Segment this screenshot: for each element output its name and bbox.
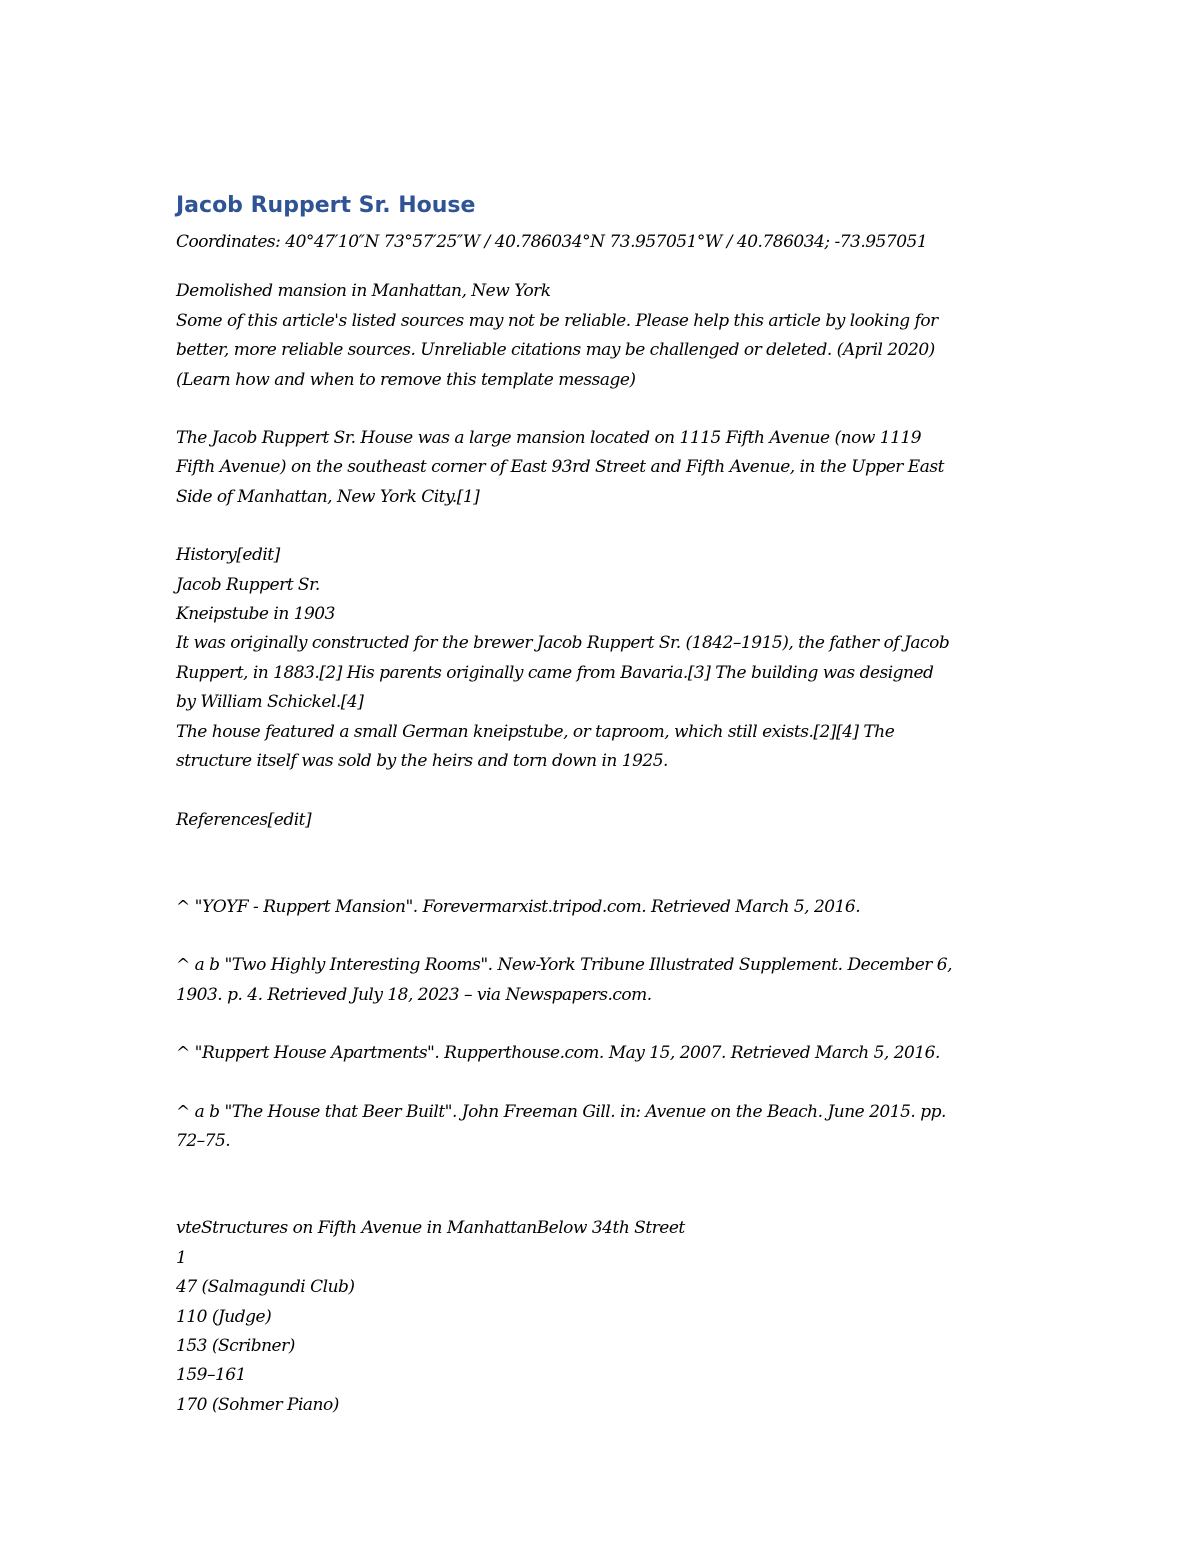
reference-2 bbox=[176, 951, 1036, 1010]
description-block bbox=[176, 277, 1036, 395]
history-para2-line-2: structure itself was sold by the heirs and torn down in 1925. bbox=[176, 751, 668, 772]
navbox-item: 110 (Judge) bbox=[176, 1306, 272, 1327]
page-title: Jacob Ruppert Sr. House bbox=[176, 193, 476, 218]
navbox-item: 1 bbox=[176, 1247, 187, 1268]
reference-3: ^ "Ruppert House Apartments". Rupperthouse.com. May 15, 2007. Retrieved March 5, 2016. bbox=[176, 1043, 940, 1064]
document-page bbox=[176, 190, 1036, 1420]
reference-4-line-1: ^ a b "The House that Beer Built". John Freeman Gill. in: Avenue on the Beach. June 2015. pp. bbox=[176, 1101, 946, 1122]
intro-line-1: The Jacob Ruppert Sr. House was a large mansion located on 1115 Fifth Avenue (now 1119 bbox=[176, 428, 922, 449]
navbox-item: 47 (Salmagundi Club) bbox=[176, 1277, 355, 1298]
notice-line-1: Some of this article's listed sources may not be reliable. Please help this article by looking for bbox=[176, 310, 938, 331]
references-heading: References[edit] bbox=[176, 809, 312, 830]
history-heading: History[edit] bbox=[176, 545, 280, 566]
image-caption-2: Kneipstube in 1903 bbox=[176, 604, 335, 625]
notice-line-3: (Learn how and when to remove this template message) bbox=[176, 369, 636, 390]
history-para2-line-1: The house featured a small German kneipstube, or taproom, which still exists.[2][4] The bbox=[176, 721, 895, 742]
history-para1-line-3: by William Schickel.[4] bbox=[176, 692, 364, 713]
reference-1: ^ "YOYF - Ruppert Mansion". Forevermarxist.tripod.com. Retrieved March 5, 2016. bbox=[176, 896, 861, 917]
intro-line-3: Side of Manhattan, New York City.[1] bbox=[176, 486, 480, 507]
short-description: Demolished mansion in Manhattan, New York bbox=[176, 281, 551, 302]
intro-paragraph bbox=[176, 424, 1036, 512]
navbox bbox=[176, 1214, 1036, 1420]
history-para1-line-2: Ruppert, in 1883.[2] His parents originally came from Bavaria.[3] The building was designed bbox=[176, 662, 934, 683]
navbox-item: 153 (Scribner) bbox=[176, 1335, 295, 1356]
history-section bbox=[176, 541, 1036, 776]
reference-4-line-2: 72–75. bbox=[176, 1130, 231, 1151]
reference-2-line-2: 1903. p. 4. Retrieved July 18, 2023 – via Newspapers.com. bbox=[176, 984, 652, 1005]
history-para1-line-1: It was originally constructed for the brewer Jacob Ruppert Sr. (1842–1915), the father of Jacob bbox=[176, 633, 950, 654]
reference-4 bbox=[176, 1098, 1036, 1157]
navbox-item: 159–161 bbox=[176, 1365, 246, 1386]
references-list bbox=[176, 893, 1036, 1156]
reference-2-line-1: ^ a b "Two Highly Interesting Rooms". New-York Tribune Illustrated Supplement. December 6, bbox=[176, 955, 953, 976]
navbox-heading: vteStructures on Fifth Avenue in ManhattanBelow 34th Street bbox=[176, 1218, 685, 1239]
navbox-item: 170 (Sohmer Piano) bbox=[176, 1394, 339, 1415]
coordinates-line: Coordinates: 40°47′10″N 73°57′25″W / 40.786034°N 73.957051°W / 40.786034; -73.957051 bbox=[176, 232, 928, 252]
notice-line-2: better, more reliable sources. Unreliable citations may be challenged or deleted. (April 2020) bbox=[176, 340, 935, 361]
image-caption-1: Jacob Ruppert Sr. bbox=[176, 574, 320, 595]
intro-line-2: Fifth Avenue) on the southeast corner of East 93rd Street and Fifth Avenue, in the Upper East bbox=[176, 457, 944, 478]
